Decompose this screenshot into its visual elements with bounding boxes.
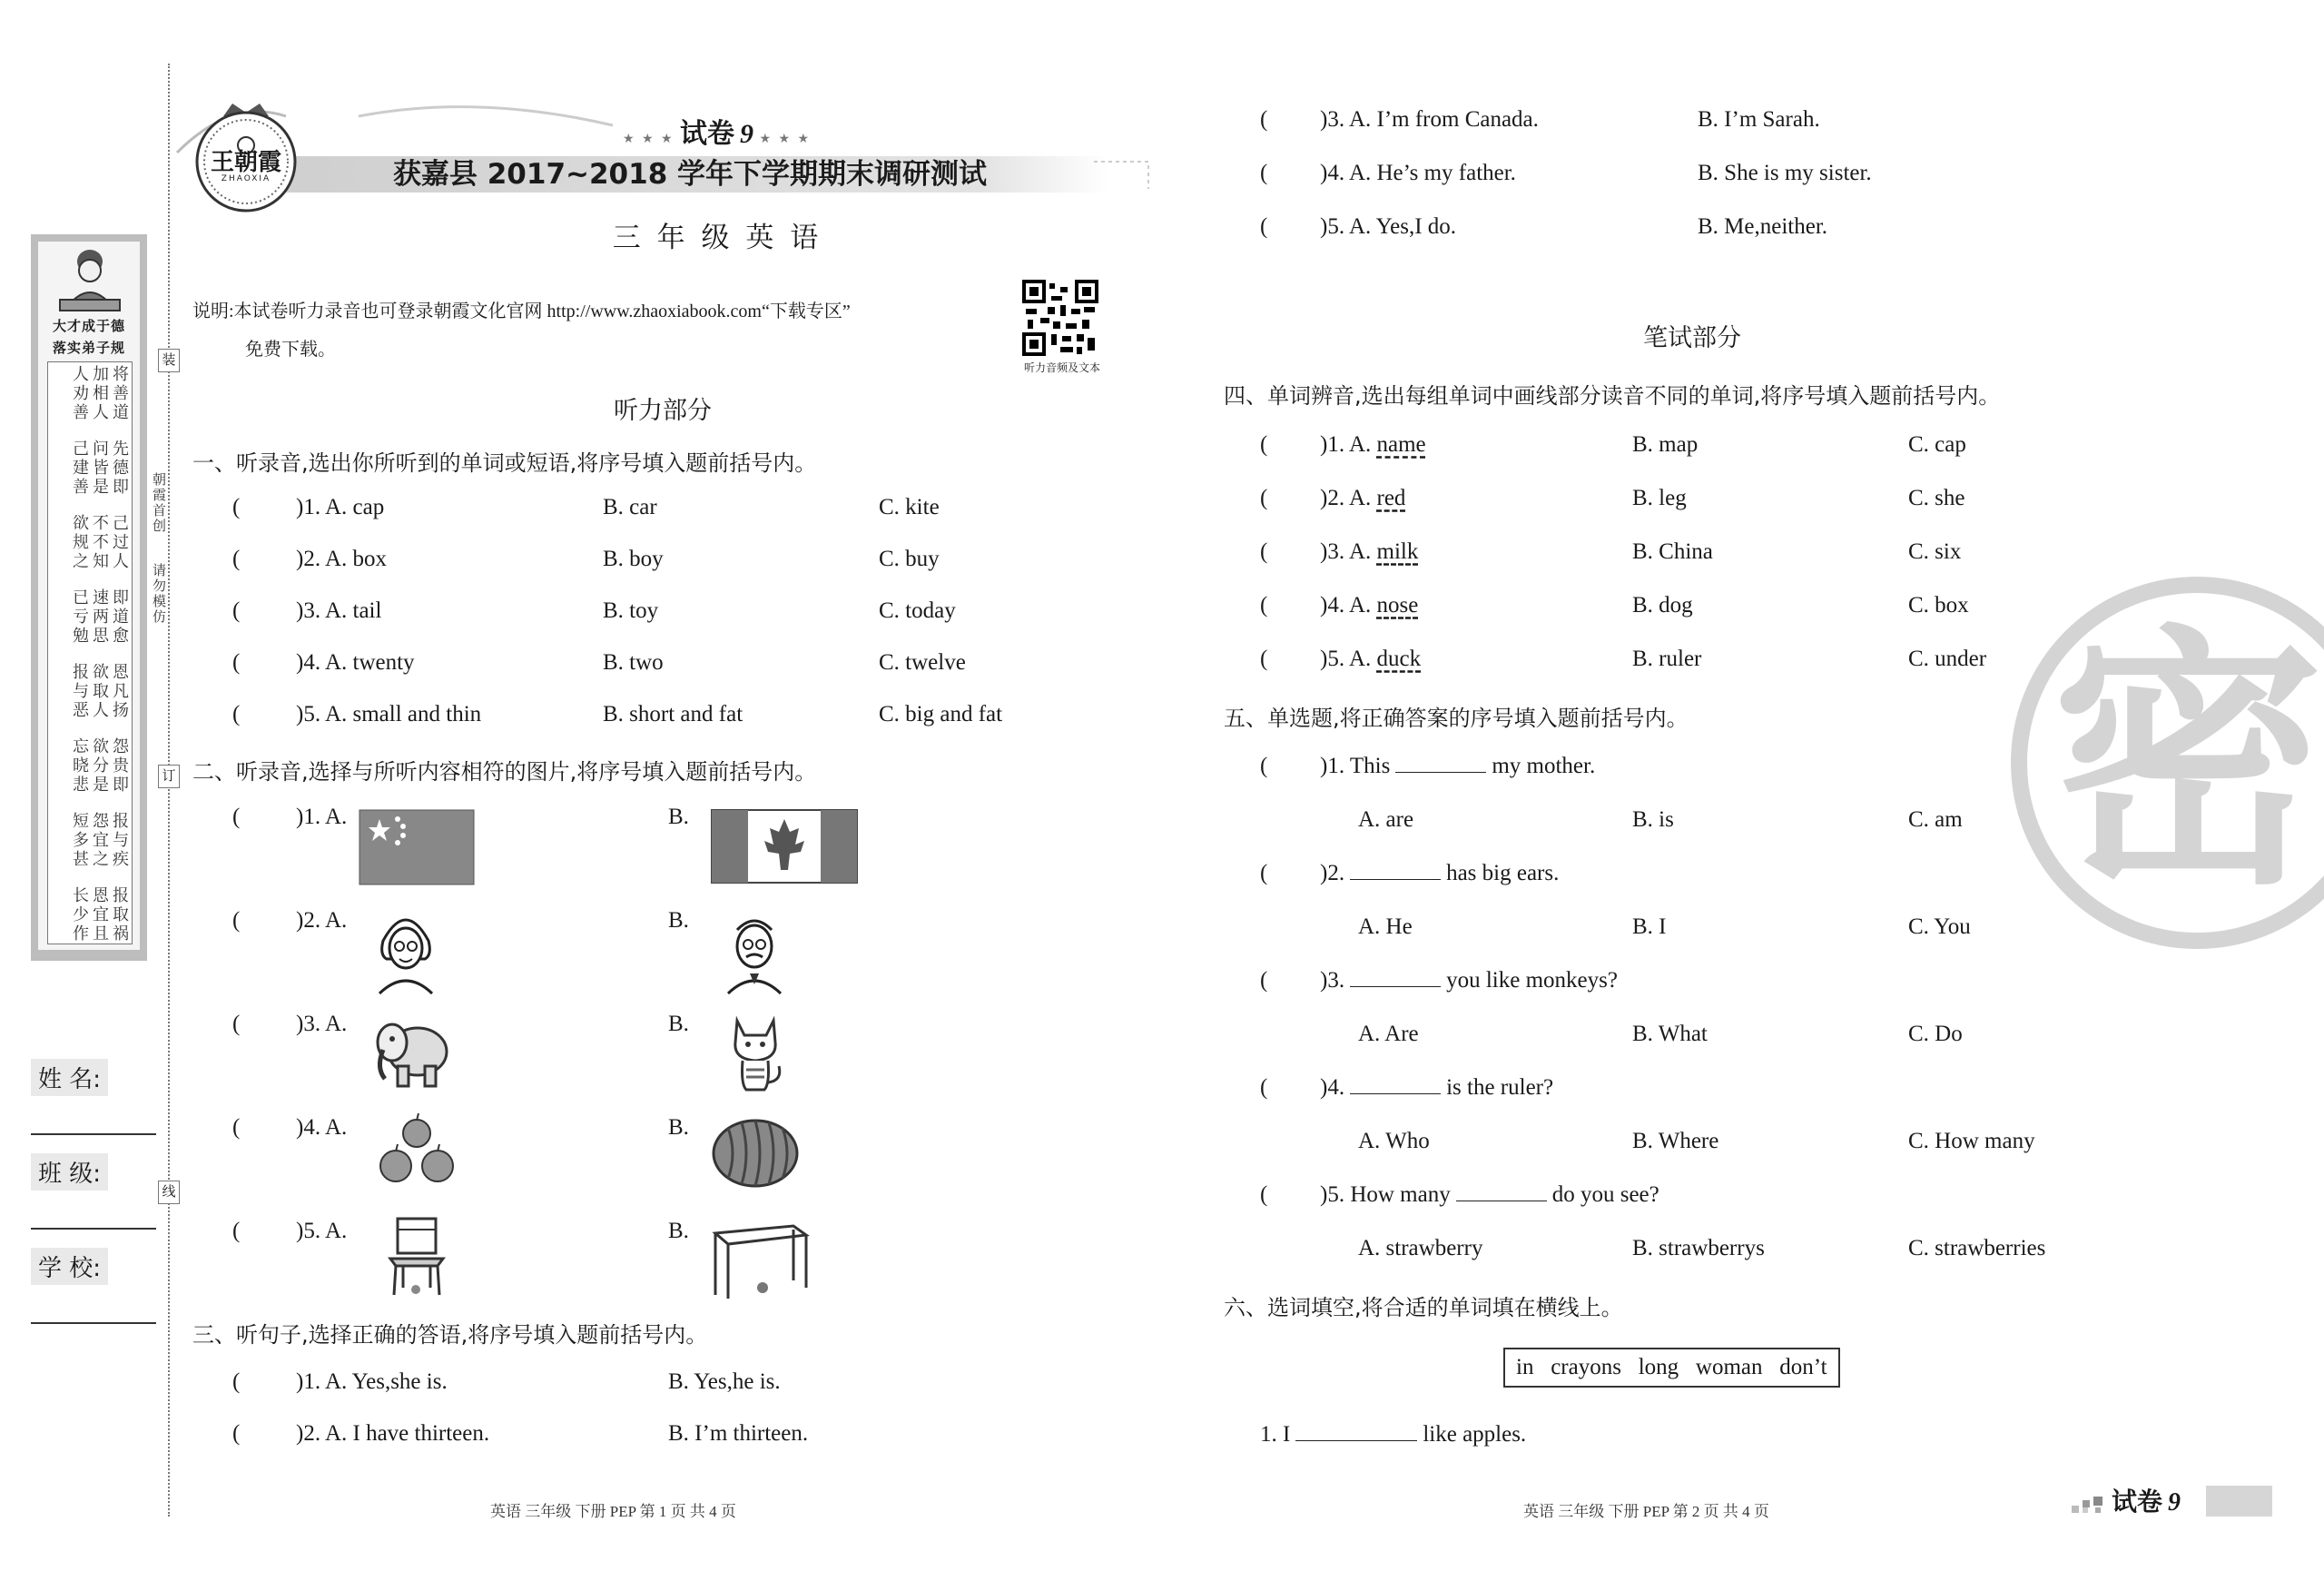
chair-image [385, 1215, 448, 1299]
school-field[interactable] [31, 1322, 156, 1324]
s5-q1-blank[interactable] [1395, 771, 1486, 773]
s4-q5-word: duck [1376, 647, 1422, 671]
binding-note-original: 朝霞首创 [151, 472, 167, 534]
s5-q1-pre: )1. This [1320, 754, 1391, 778]
answer-paren[interactable]: ( [232, 702, 241, 726]
answer-paren[interactable]: ( [232, 495, 241, 519]
proverb-4: 即道愈速两思已亏勉 [70, 588, 129, 646]
s5-q3-b: B. What [1632, 1022, 1708, 1046]
school-label: 学 校: [31, 1248, 108, 1285]
grandfather-image [723, 904, 786, 995]
answer-paren[interactable]: ( [1260, 1182, 1268, 1207]
proverb-2: 先德即问皆是己建善 [70, 440, 129, 497]
s1-q4-a: )4. A. twenty [296, 650, 415, 675]
s4-q5-prefix: )5. A. [1320, 647, 1377, 671]
s2-q2-b: B. [668, 908, 689, 933]
s5-q5-blank[interactable] [1456, 1200, 1547, 1201]
s2-q3-b: B. [668, 1012, 689, 1036]
section6-title: 六、选词填空,将合适的单词填在横线上。 [1224, 1295, 1623, 1320]
s4-q1-b: B. map [1632, 432, 1699, 457]
s6-q1-blank[interactable] [1295, 1439, 1417, 1441]
s1-q3-c: C. today [879, 598, 956, 623]
watermelon-image [710, 1117, 801, 1190]
scholar-figure-icon [51, 243, 129, 316]
footer-page1: 英语 三年级 下册 PEP 第 1 页 共 4 页 [490, 1503, 736, 1520]
s4-q2-c: C. she [1908, 486, 1965, 510]
s4-q3-word: milk [1376, 539, 1419, 564]
answer-paren[interactable]: ( [232, 908, 241, 933]
subject-title: 三 年 级 英 语 [612, 222, 822, 254]
writing-part-title: 笔试部分 [1643, 324, 1741, 352]
sidebar-proverbs [51, 365, 129, 946]
proverb-8: 报取祸恩宜且长少作 [70, 886, 129, 944]
proverb-1: 将善道加相人人劝善 [70, 365, 129, 422]
binding-mark-ding: 订 [158, 765, 180, 788]
paper-number-heading [623, 111, 811, 151]
s5-q3-c: C. Do [1908, 1022, 1963, 1046]
s4-q4-word: nose [1376, 593, 1419, 618]
s6-q1-pre: 1. I [1260, 1422, 1291, 1447]
china-flag-image [359, 810, 474, 884]
answer-paren[interactable]: ( [232, 547, 241, 571]
name-field[interactable] [31, 1133, 156, 1135]
answer-paren[interactable]: ( [232, 1115, 241, 1140]
s3-q1-a: )1. A. Yes,she is. [296, 1369, 448, 1394]
answer-paren[interactable]: ( [232, 1369, 241, 1394]
s5-q1-stem [1320, 754, 1595, 779]
s3-q5-a: )5. A. Yes,I do. [1320, 214, 1457, 239]
answer-paren[interactable]: ( [1260, 214, 1268, 239]
s4-q5-c: C. under [1908, 647, 1987, 671]
corner-tab [2112, 1482, 2181, 1518]
s4-q2-a [1320, 486, 1405, 511]
s4-q3-b: B. China [1632, 539, 1713, 564]
qr-code-icon[interactable] [1020, 278, 1100, 358]
s4-q5-a [1320, 647, 1421, 672]
s5-q1-c: C. am [1908, 807, 1963, 832]
s5-q2-pre: )2. [1320, 861, 1345, 885]
s3-q2-a: )2. A. I have thirteen. [296, 1421, 490, 1446]
elephant-image [370, 1010, 454, 1092]
s2-q3-a: )3. A. [296, 1012, 348, 1036]
s5-q4-post: is the ruler? [1446, 1075, 1554, 1100]
s3-q1-b: B. Yes,he is. [668, 1369, 781, 1394]
s2-q1-a: )1. A. [296, 805, 348, 829]
corner-dots-icon [2072, 1493, 2110, 1515]
s4-q5-b: B. ruler [1632, 647, 1702, 671]
s5-q2-a: A. He [1358, 914, 1413, 939]
answer-paren[interactable]: ( [1260, 486, 1268, 510]
exam-title: 获嘉县 2017~2018 学年下学期期末调研测试 [392, 158, 988, 191]
section4-title: 四、单词辨音,选出每组单词中画线部分读音不同的单词,将序号填入题前括号内。 [1224, 383, 2001, 409]
s4-q1-prefix: )1. A. [1320, 432, 1377, 457]
s5-q4-a: A. Who [1358, 1129, 1430, 1153]
corner-tab-bar [2206, 1486, 2272, 1517]
answer-paren[interactable]: ( [1260, 161, 1268, 185]
answer-paren[interactable]: ( [1260, 1075, 1268, 1100]
s5-q5-c: C. strawberries [1908, 1236, 2046, 1260]
s3-q4-b: B. She is my sister. [1698, 161, 1872, 185]
s1-q2-c: C. buy [879, 547, 940, 571]
answer-paren[interactable]: ( [1260, 647, 1268, 671]
s5-q3-post: you like monkeys? [1446, 968, 1618, 993]
proverb-6: 怨贵即欲分是忘晓悲 [70, 737, 129, 795]
paper-stars-right: ★ ★ ★ [753, 132, 812, 146]
s4-q3-a [1320, 539, 1418, 565]
answer-paren[interactable]: ( [1260, 539, 1268, 564]
s5-q4-pre: )4. [1320, 1075, 1345, 1100]
section2-title: 二、听录音,选择与所听内容相符的图片,将序号填入题前括号内。 [192, 759, 817, 785]
s1-q3-a: )3. A. tail [296, 598, 382, 623]
corner-label: 试卷 [2112, 1487, 2163, 1517]
answer-paren[interactable]: ( [1260, 754, 1268, 778]
s4-q1-word: name [1376, 432, 1426, 457]
binding-dotted-line [168, 64, 170, 1517]
s1-q4-c: C. twelve [879, 650, 966, 675]
name-label: 姓 名: [31, 1059, 108, 1096]
s3-q3-b: B. I’m Sarah. [1698, 107, 1820, 132]
s5-q2-stem [1320, 861, 1559, 886]
answer-paren[interactable]: ( [1260, 432, 1268, 457]
s5-q3-stem [1320, 968, 1618, 993]
s5-q5-pre: )5. How many [1320, 1182, 1451, 1207]
binding-mark-zhuang: 装 [158, 349, 180, 372]
proverb-3: 己过人不不知欲规之 [70, 514, 129, 571]
logo-subtext: ZHAOXIA [221, 174, 271, 183]
s5-q4-stem [1320, 1075, 1553, 1101]
grandmother-image [374, 904, 438, 995]
s1-q5-b: B. short and fat [603, 702, 743, 726]
s1-q1-c: C. kite [879, 495, 940, 519]
class-label: 班 级: [31, 1153, 108, 1191]
s1-q1-a: )1. A. cap [296, 495, 385, 519]
download-note: 说明:本试卷听力录音也可登录朝霞文化官网 http://www.zhaoxiabook.com“下载专区” [192, 301, 851, 321]
answer-paren[interactable]: ( [1260, 593, 1268, 618]
proverb-7: 报与疾怨宜之短多甚 [70, 812, 129, 869]
s4-q2-b: B. leg [1632, 486, 1687, 510]
s5-q1-post: my mother. [1492, 754, 1596, 778]
s5-q4-b: B. Where [1632, 1129, 1719, 1153]
s5-q5-b: B. strawberrys [1632, 1236, 1765, 1260]
s4-q3-prefix: )3. A. [1320, 539, 1377, 564]
s4-q1-a [1320, 432, 1426, 458]
cat-image [723, 1010, 788, 1093]
s2-q2-a: )2. A. [296, 908, 348, 933]
s5-q3-blank[interactable] [1350, 985, 1441, 987]
answer-paren[interactable]: ( [1260, 861, 1268, 885]
section3-title: 三、听句子,选择正确的答语,将序号填入题前括号内。 [192, 1322, 708, 1348]
desk-image [712, 1222, 810, 1300]
binding-note-no-copy: 请勿模仿 [151, 563, 167, 625]
answer-paren[interactable]: ( [232, 650, 241, 675]
apples-image [372, 1113, 461, 1188]
sidebar-motto-line1: 大才成于德 [52, 318, 125, 334]
logo-text: 王朝霞 [210, 149, 281, 175]
download-note-2: 免费下载。 [245, 340, 336, 360]
s1-q3-b: B. toy [603, 598, 659, 623]
qr-caption: 听力音频及文本 [1023, 361, 1100, 374]
s5-q5-a: A. strawberry [1358, 1236, 1483, 1260]
s5-q5-stem [1320, 1182, 1659, 1208]
s1-q2-a: )2. A. box [296, 547, 387, 571]
answer-paren[interactable]: ( [232, 1421, 241, 1446]
s3-q4-a: )4. A. He’s my father. [1320, 161, 1516, 185]
s4-q1-c: C. cap [1908, 432, 1966, 457]
s5-q1-b: B. is [1632, 807, 1674, 832]
binding-mark-xian: 线 [158, 1181, 180, 1204]
answer-paren[interactable]: ( [232, 805, 241, 829]
answer-paren[interactable]: ( [1260, 107, 1268, 132]
answer-paren[interactable]: ( [232, 1012, 241, 1036]
s2-q5-b: B. [668, 1219, 689, 1243]
s1-q2-b: B. boy [603, 547, 664, 571]
answer-paren[interactable]: ( [1260, 968, 1268, 993]
s5-q3-pre: )3. [1320, 968, 1345, 993]
s6-q1-post: like apples. [1423, 1422, 1527, 1447]
s5-q2-c: C. You [1908, 914, 1971, 939]
footer-page2: 英语 三年级 下册 PEP 第 2 页 共 4 页 [1523, 1503, 1769, 1520]
word-bank-box: in crayons long woman don’t [1503, 1348, 1840, 1388]
s2-q4-a: )4. A. [296, 1115, 348, 1140]
s4-q4-a [1320, 593, 1418, 618]
s4-q2-word: red [1376, 486, 1406, 510]
paper-label: 试卷 [680, 118, 735, 150]
paper-number: 9 [740, 119, 754, 149]
s2-q1-b: B. [668, 805, 689, 829]
s4-q4-prefix: )4. A. [1320, 593, 1377, 618]
s5-q4-c: C. How many [1908, 1129, 2035, 1153]
s1-q5-c: C. big and fat [879, 702, 1003, 726]
corner-number: 9 [2168, 1488, 2181, 1517]
s2-q4-b: B. [668, 1115, 689, 1140]
s5-q1-a: A. are [1358, 807, 1414, 832]
canada-flag-image [712, 810, 857, 883]
s6-q1-stem [1260, 1422, 1526, 1448]
s5-q5-post: do you see? [1551, 1182, 1659, 1207]
s5-q2-post: has big ears. [1446, 861, 1560, 885]
s1-q4-b: B. two [603, 650, 664, 675]
class-field[interactable] [31, 1228, 156, 1230]
s1-q5-a: )5. A. small and thin [296, 702, 482, 726]
s2-q5-a: )5. A. [296, 1219, 348, 1243]
proverb-5: 恩凡扬欲取人报与恶 [70, 663, 129, 720]
s4-q4-c: C. box [1908, 593, 1969, 618]
answer-paren[interactable]: ( [232, 598, 241, 623]
section1-title: 一、听录音,选出你所听到的单词或短语,将序号填入题前括号内。 [192, 450, 817, 476]
listening-part-title: 听力部分 [614, 397, 712, 425]
paper-stars-left: ★ ★ ★ [623, 132, 681, 146]
section5-title: 五、单选题,将正确答案的序号填入题前括号内。 [1224, 706, 1689, 731]
s4-q3-c: C. six [1908, 539, 1962, 564]
s3-q3-a: )3. A. I’m from Canada. [1320, 107, 1539, 132]
sidebar-motto-line2: 落实弟子规 [52, 340, 125, 356]
answer-paren[interactable]: ( [232, 1219, 241, 1243]
confidential-stamp-text: 密 [2052, 604, 2324, 921]
s5-q3-a: A. Are [1358, 1022, 1419, 1046]
s5-q2-blank[interactable] [1350, 878, 1441, 880]
s1-q1-b: B. car [603, 495, 657, 519]
s5-q2-b: B. I [1632, 914, 1667, 939]
s3-q5-b: B. Me,neither. [1698, 214, 1828, 239]
s5-q4-blank[interactable] [1350, 1092, 1441, 1094]
s4-q2-prefix: )2. A. [1320, 486, 1377, 510]
s4-q4-b: B. dog [1632, 593, 1693, 618]
s3-q2-b: B. I’m thirteen. [668, 1421, 809, 1446]
